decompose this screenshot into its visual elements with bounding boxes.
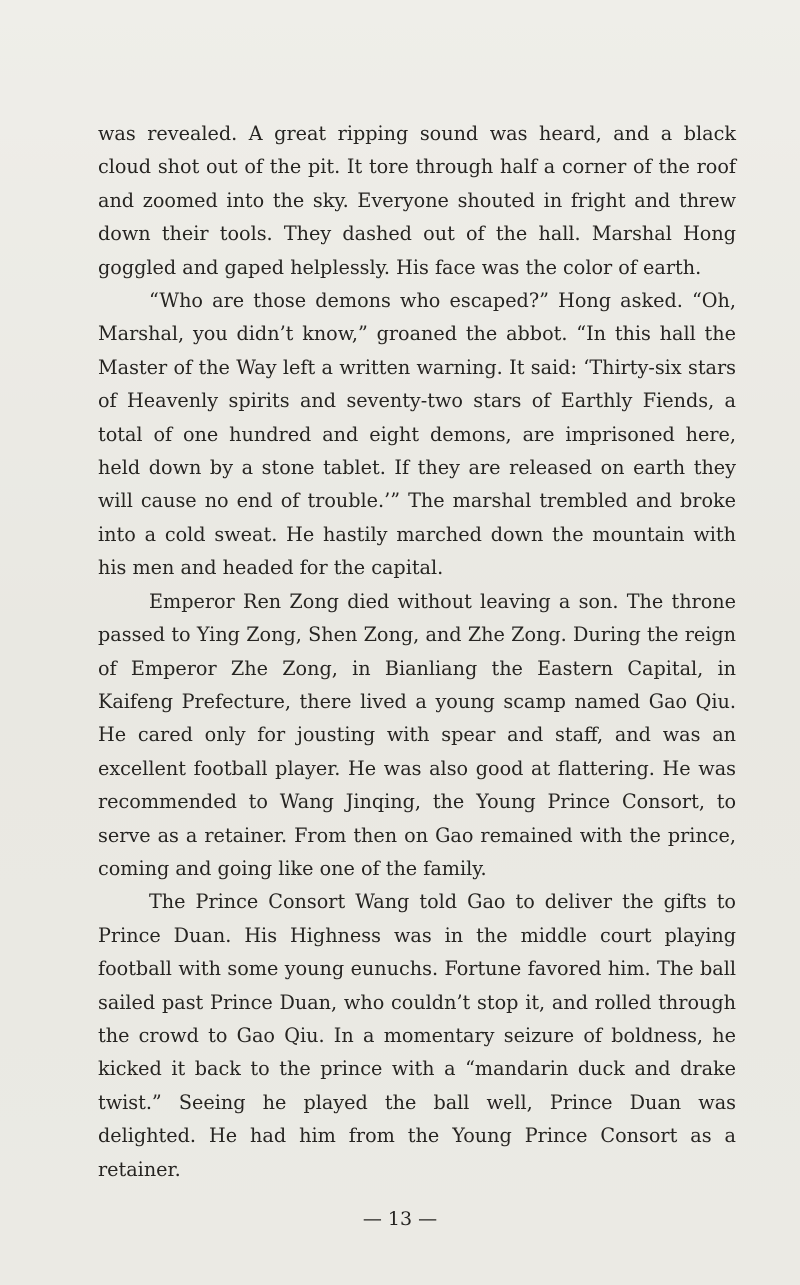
paragraph-3: Emperor Ren Zong died without leaving a son. The throne passed to Ying Zong, Shen Zong, and Zhe Zong. During the reign of Emperor Zhe Zong, in Bianliang the Eastern Capital, in Kaifeng Prefecture, there lived a young scamp named Gao Qiu. He cared only for jousting with spear and staff, and was an excellent football player. He was also good at flattering. He was recommended to Wang Jinqing, the Young Prince Consort, to serve as a retainer. From then on Gao remained with the prince, coming and going like one of the family. xyxy=(98,589,736,880)
page-number: — 13 — xyxy=(362,1208,438,1230)
paragraph-4: The Prince Consort Wang told Gao to deliver the gifts to Prince Duan. His Highness was in the middle court playing football with some young eunuchs. Fortune favored him. The ball sailed past Prince Duan, who couldn’t stop it, and rolled through the crowd to Gao Qiu. In a momentary seizure of boldness, he kicked it back to the prince with a “mandarin duck and drake twist.” Seeing he played the ball well, Prince Duan was delighted. He had him from the Young Prince Consort as a retainer. xyxy=(98,890,736,1181)
body-text xyxy=(98,117,736,1186)
paragraph-2: “Who are those demons who escaped?” Hong asked. “Oh, Marshal, you didn’t know,” groaned the abbot. “In this hall the Master of the Way left a written warning. It said: ‘Thirty-six stars of Heavenly spirits and seventy-two stars of Earthly Fiends, a total of one hundred and eight demons, are imprisoned here, held down by a stone tablet. If they are released on earth they will cause no end of trouble.’” The marshal trembled and broke into a cold sweat. He hastily marched down the mountain with his men and headed for the capital. xyxy=(98,289,736,580)
paragraph-1: was revealed. A great ripping sound was heard, and a black cloud shot out of the pit. It tore through half a corner of the roof and zoomed into the sky. Everyone shouted in fright and threw down their tools. They dashed out of the hall. Marshal Hong goggled and gaped helplessly. His face was the color of earth. xyxy=(98,122,736,279)
